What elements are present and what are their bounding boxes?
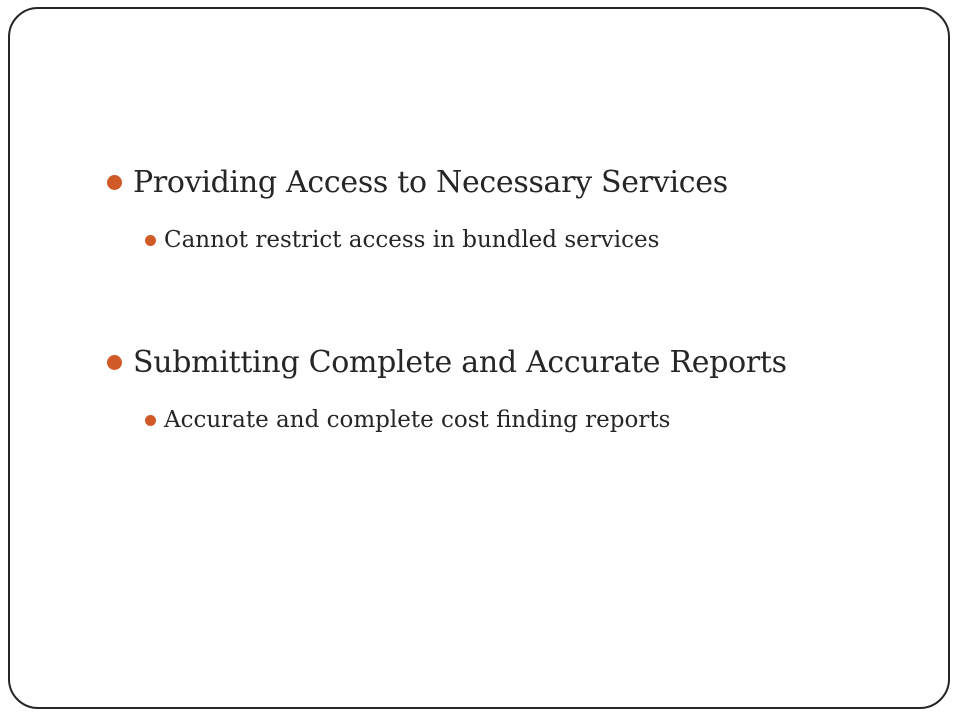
- bullet-item: [107, 345, 787, 380]
- sub-bullet-item: [145, 407, 670, 433]
- bullet-dot-icon: [107, 175, 122, 190]
- bullet-dot-icon: [145, 235, 156, 246]
- sub-bullet-text: Accurate and complete cost finding reports: [164, 407, 671, 433]
- sub-bullet-item: [145, 227, 659, 253]
- sub-bullet-text: Cannot restrict access in bundled services: [164, 227, 660, 253]
- bullet-dot-icon: [107, 355, 122, 370]
- bullet-text: Providing Access to Necessary Services: [133, 165, 728, 200]
- bullet-dot-icon: [145, 415, 156, 426]
- bullet-text: Submitting Complete and Accurate Reports: [133, 345, 787, 380]
- bullet-item: [107, 165, 728, 200]
